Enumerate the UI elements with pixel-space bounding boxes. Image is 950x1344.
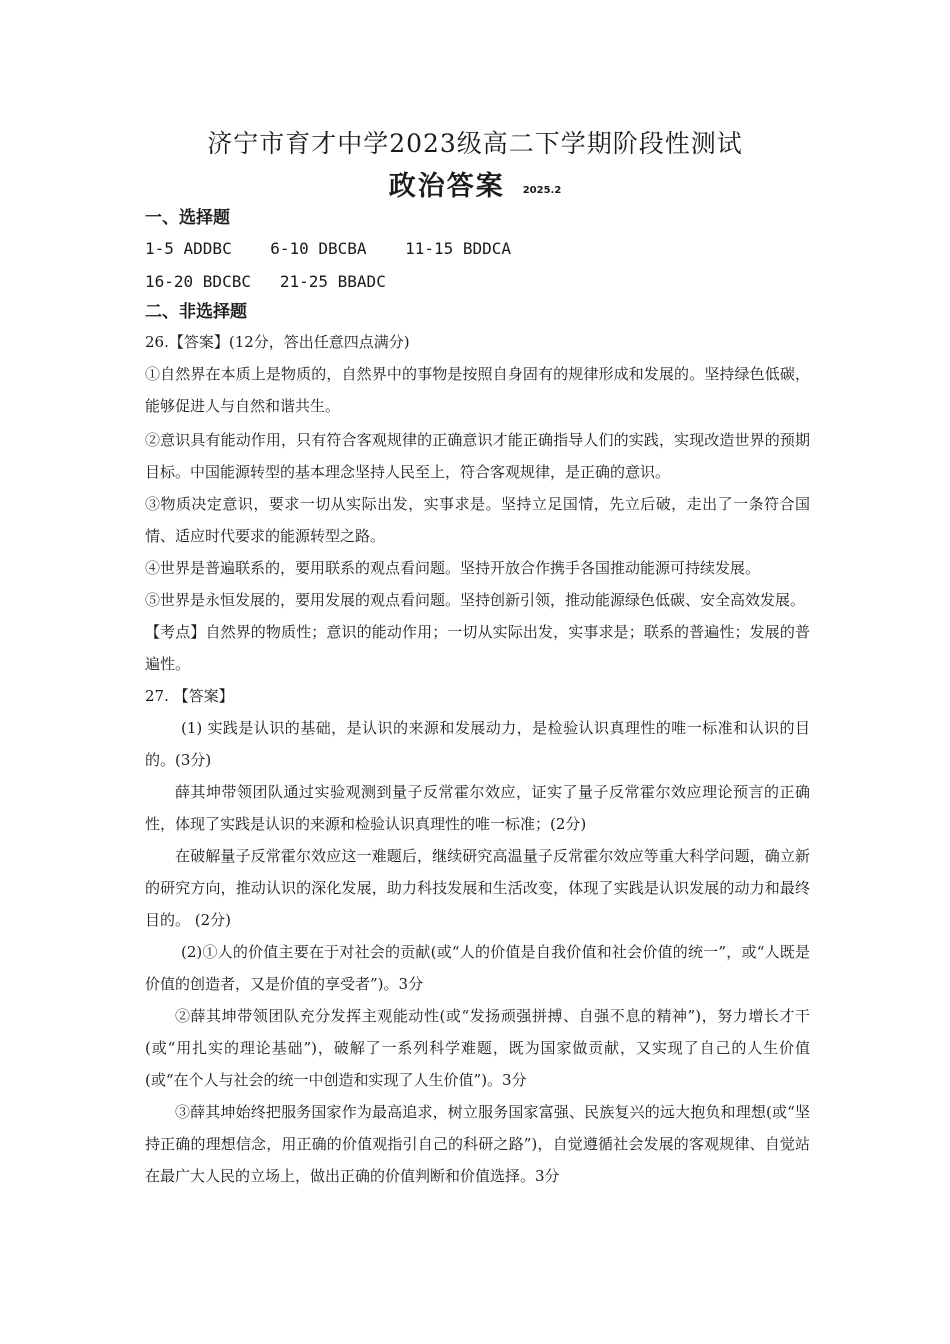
choice-answers-line-1: 1-5 ADDBC 6-10 DBCBA 11-15 BDDCA (145, 239, 512, 258)
q26-kaodian: 【考点】自然界的物质性；意识的能动作用；一切从实际出发，实事求是；联系的普遍性；发展的普遍性。 (145, 623, 810, 673)
q27-part1-a: 薛其坤带领团队通过实验观测到量子反常霍尔效应，证实了量子反常霍尔效应理论预言的正确性，体现了实践是认识的来源和检验认识真理性的唯一标准；(2分) (145, 783, 810, 833)
q26-point-3: ③物质决定意识，要求一切从实际出发，实事求是。坚持立足国情，先立后破，走出了一条符合国情、适应时代要求的能源转型之路。 (145, 495, 810, 545)
q27-part2-b: ②薛其坤带领团队充分发挥主观能动性(或“发扬顽强拼搏、自强不息的精神”)，努力增长才干(或“用扎实的理论基础”)，破解了一系列科学难题，既为国家做贡献，又实现了自己的人生价值(或“在个人与社会的统一中创造和实现了人生价值”)。3分 (145, 1007, 810, 1089)
q26-point-1: ①自然界在本质上是物质的，自然界中的事物是按照自身固有的规律形成和发展的。坚持绿色低碳，能够促进人与自然和谐共生。 (145, 365, 810, 415)
q27-part1: (1) 实践是认识的基础，是认识的来源和发展动力，是检验认识真理性的唯一标准和认识的目的。(3分) (145, 719, 810, 769)
q26-label: 26.【答案】(12分，答出任意四点满分) (145, 333, 410, 351)
q26-point-2: ②意识具有能动作用，只有符合客观规律的正确意识才能正确指导人们的实践，实现改造世界的预期目标。中国能源转型的基本理念坚持人民至上，符合客观规律，是正确的意识。 (145, 431, 810, 481)
document-subtitle: 政治答案 (388, 171, 505, 202)
section-heading-nonchoice: 二、非选择题 (145, 302, 247, 322)
q27-part1-b: 在破解量子反常霍尔效应这一难题后，继续研究高温量子反常霍尔效应等重大科学问题，确立新的研究方向，推动认识的深化发展，助力科技发展和生活改变，体现了实践是认识发展的动力和最终目的。 (2分) (145, 847, 810, 929)
document-date: 2025.2 (522, 185, 562, 196)
document-title: 济宁市育才中学2023级高二下学期阶段性测试 (207, 129, 743, 158)
q26-point-5: ⑤世界是永恒发展的，要用发展的观点看问题。坚持创新引领，推动能源绿色低碳、安全高效发展。 (145, 591, 806, 609)
choice-answers-line-2: 16-20 BDCBC 21-25 BBADC (145, 272, 386, 291)
section-heading-choice: 一、选择题 (145, 208, 230, 228)
document-body (145, 204, 810, 1192)
q27-part2-c: ③薛其坤始终把服务国家作为最高追求，树立服务国家富强、民族复兴的远大抱负和理想(或“坚持正确的理想信念，用正确的价值观指引自己的科研之路”)，自觉遵循社会发展的客观规律、自觉站在最广大人民的立场上，做出正确的价值判断和价值选择。3分 (145, 1103, 810, 1185)
subtitle-row (0, 164, 950, 203)
q26-point-4: ④世界是普遍联系的，要用联系的观点看问题。坚持开放合作携手各国推动能源可持续发展。 (145, 559, 761, 577)
q27-label: 27. 【答案】 (145, 687, 234, 705)
q27-part2: (2)①人的价值主要在于对社会的贡献(或“人的价值是自我价值和社会价值的统一”，或“人既是价值的创造者，又是价值的享受者”)。3分 (145, 943, 810, 993)
